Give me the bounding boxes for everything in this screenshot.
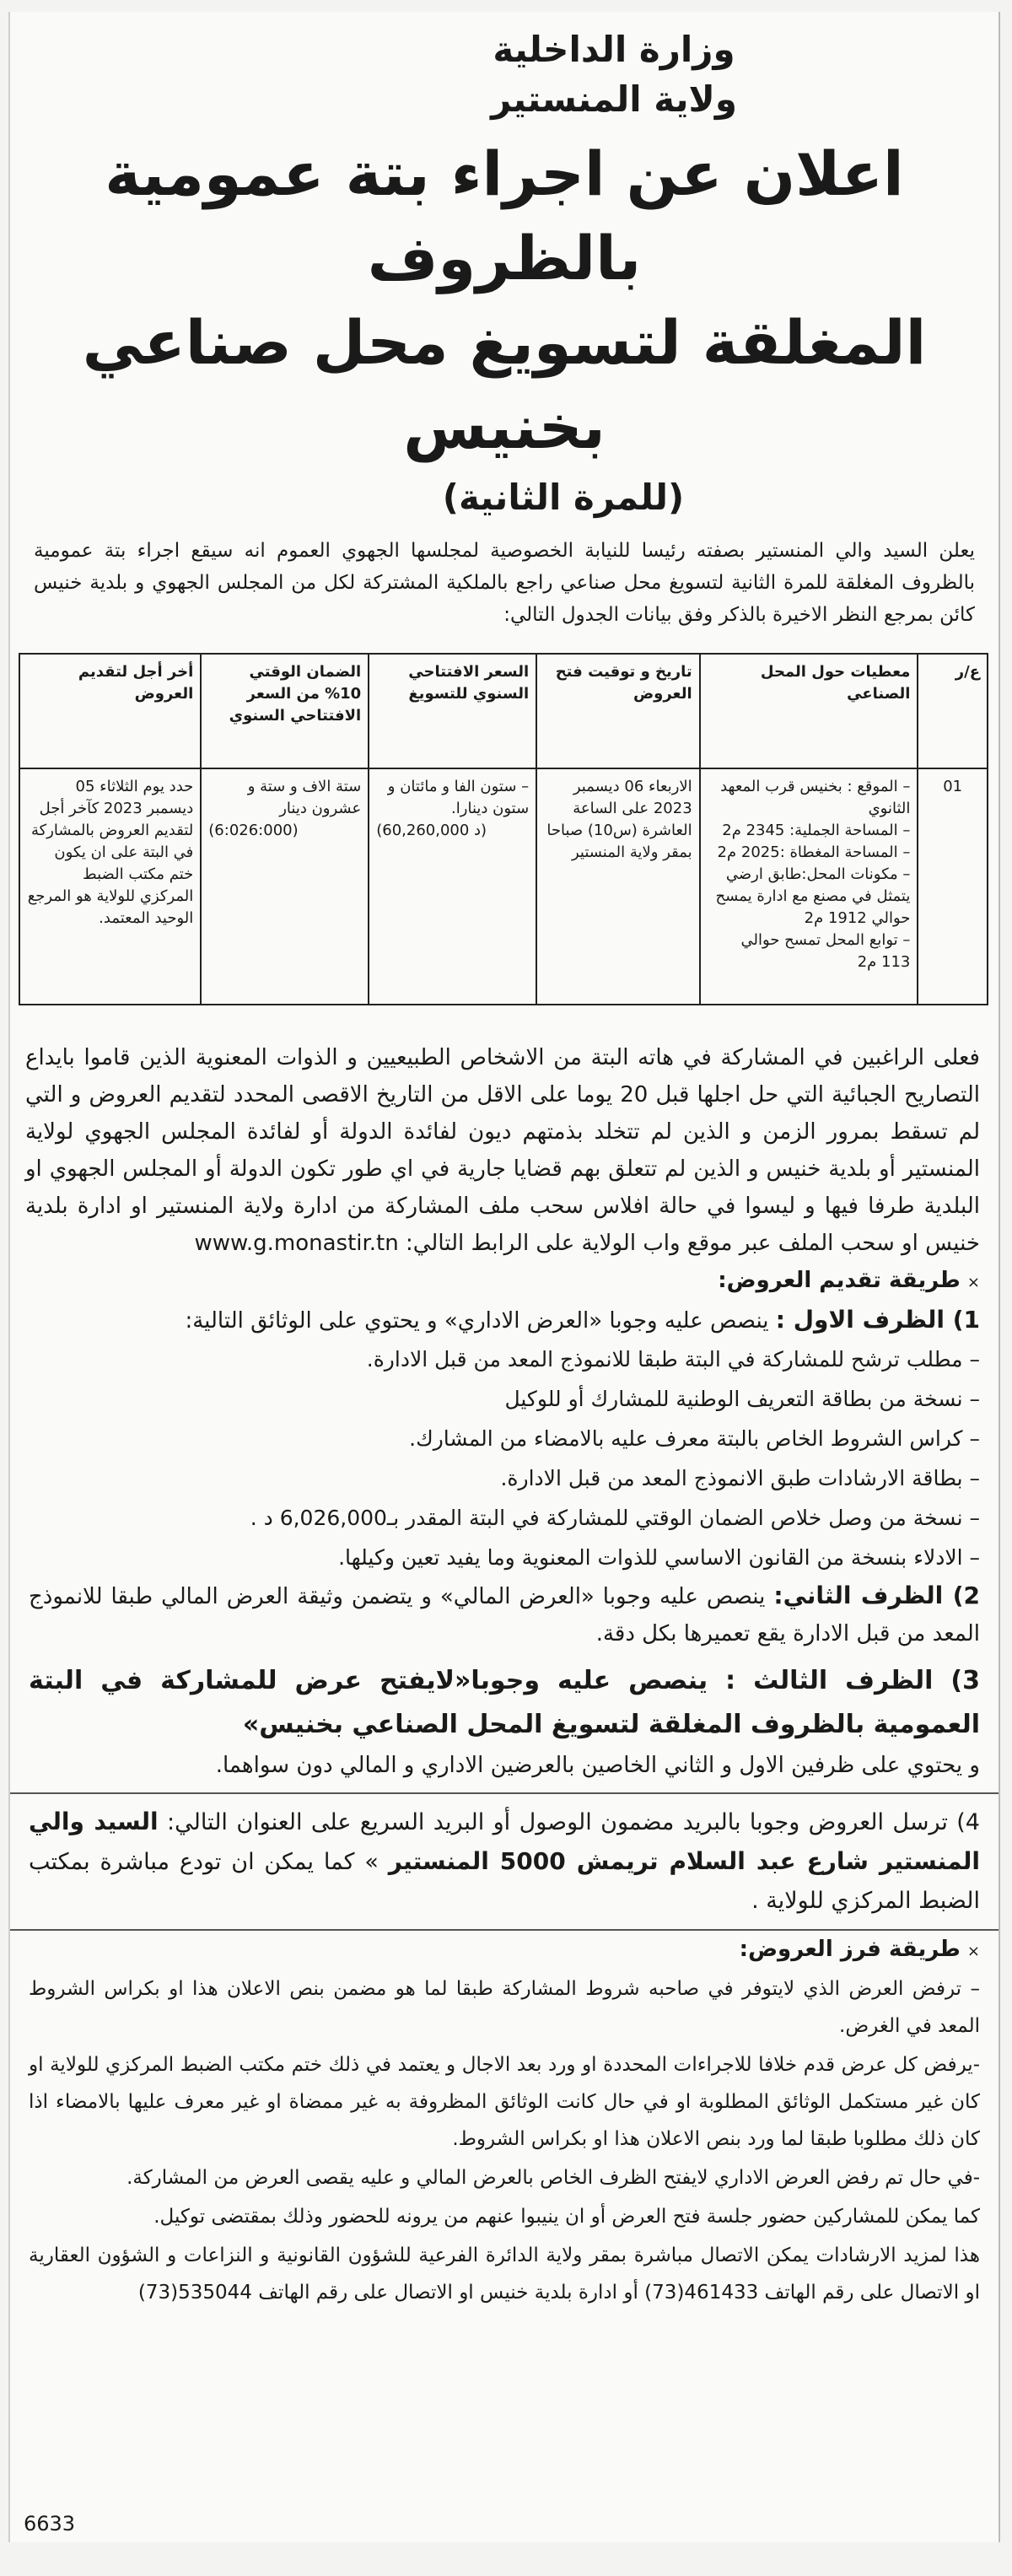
cell-number: 01	[918, 768, 988, 1005]
header-number: ع/ر	[918, 654, 988, 768]
delivery-end: » كما يمكن ان تودع مباشرة بمكتب الضبط المركزي للولاية .	[29, 1849, 980, 1914]
price-words: – ستون الفا و مائتان و ستون دينارا.	[387, 778, 530, 817]
list-item: – مطلب ترشح للمشاركة في البتة طبقا للانموذج المعد من قبل الادارة.	[366, 1347, 980, 1372]
info-total-area: – المساحة الجملية: 2345 م2	[722, 822, 911, 839]
guarantee-number: (6:026:000)	[208, 822, 299, 839]
envelope-3	[10, 1652, 999, 1747]
header-guarantee: الضمان الوقتي 10% من السعر الافتتاحي السنوي	[201, 654, 369, 768]
header-opening-price: السعر الافتتاحي السنوي للتسويغ	[369, 654, 536, 768]
delivery-text: 4) ترسل العروض وجوبا بالبريد مضمون الوصول أو البريد السريع على العنوان التالي:	[167, 1809, 980, 1835]
announcement-title-line1: اعلان عن اجراء بتة عمومية بالظروف	[105, 138, 904, 294]
intro-paragraph: يعلن السيد والي المنستير بصفته رئيسا للنيابة الخصوصية لمجلسها الجهوي العموم انه سيقع اجراء بتة عمومية بالظروف المغلقة للمرة الثانية لتسويغ محل صناعي راجع بالملكية المشتركة لكل من المجلس الجهوي و بلدية خنيس كائن بمرجع النظر الاخيرة بالذكر وفق بيانات الجدول التالي:	[34, 540, 975, 626]
announcement-title-line2: المغلقة لتسويغ محل صناعي بخنيس	[82, 307, 927, 462]
bullet-icon: ×	[966, 1274, 980, 1291]
tender-table	[19, 653, 988, 1005]
sorting-heading	[10, 1931, 999, 1970]
announcement-subtitle: (للمرة الثانية)	[442, 477, 685, 518]
list-item: – الادلاء بنسخة من القانون الاساسي للذوات المعنوية وما يفيد تعين وكيلها.	[338, 1545, 980, 1570]
footer-number: 6633	[24, 2512, 76, 2536]
eligibility-paragraph	[10, 1005, 999, 1262]
info-components: – مكونات المحل:طابق ارضي يتمثل في مصنع مع ادارة يمسح حوالي 1912 م2	[715, 865, 911, 927]
ministry-name: وزارة الداخلية	[493, 29, 735, 70]
envelope-1	[10, 1301, 999, 1339]
list-item: – كراس الشروط الخاص بالبتة معرف عليه بالامضاء من المشارك.	[409, 1426, 980, 1451]
envelope-2	[10, 1577, 999, 1652]
rule-paragraph: -يرفض كل عرض قدم خلافا للاجراءات المحددة او ورد بعد الاجال و يعتمد في ذلك ختم مكتب الضبط المركزي للولاية او كان غير مستكمل الوثائق المطلوبة او في حال كانت الوثائق المظروفة به غير ممضاة او غير معرف عليها بالامضاء اذا كان ذلك مطلوبا طبقا لما ورد بنص الاعلان هذا او بكراس الشروط.	[29, 2054, 980, 2150]
info-annexes: – توابع المحل تمسح حوالي 113 م2	[740, 931, 911, 971]
delivery-paragraph	[10, 1794, 999, 1921]
header-opening-date: تاريخ و توقيت فتح العروض	[536, 654, 700, 768]
table-row	[19, 768, 988, 1005]
envelope-2-label: 2) الظرف الثاني:	[773, 1582, 981, 1609]
website-link[interactable]: www.g.monastir.tn	[194, 1231, 399, 1256]
list-item: – نسخة من وصل خلاص الضمان الوقتي للمشاركة في البتة المقدر بـ6,026,000 د .	[250, 1506, 980, 1530]
cell-deadline: حدد يوم الثلاثاء 05 ديسمبر 2023 كآخر أجل لتقديم العروض بالمشاركة في البتة على ان يكون ختم مكتب الضبط المركزي للولاية هو المرجع الوحيد المعتمد.	[19, 768, 201, 1005]
guarantee-words: ستة الاف و ستة و عشرون دينار	[247, 778, 362, 817]
header	[10, 12, 999, 523]
governorate-name: ولاية المنستير	[491, 78, 737, 120]
sorting-rules	[10, 1970, 999, 2311]
price-number: (60,260,000 د)	[376, 822, 487, 839]
list-item: – بطاقة الارشادات طبق الانموذج المعد من قبل الادارة.	[500, 1466, 980, 1490]
envelope-3-rest: و يحتوي على ظرفين الاول و الثاني الخاصين بالعرضين الاداري و المالي دون سواهما.	[215, 1753, 980, 1778]
envelope-1-text: ينصص عليه وجوبا «العرض الاداري» و يحتوي على الوثائق التالية:	[185, 1308, 769, 1334]
rule-paragraph: كما يمكن للمشاركين حضور جلسة فتح العرض أو ان ينيبوا عنهم من يرونه للحضور وذلك بمقتضى توكيل.	[153, 2206, 980, 2228]
rule-paragraph: – ترفض العرض الذي لايتوفر في صاحبه شروط المشاركة طبقا لما هو مضمن بنص الاعلان هذا او بكراس الشروط المعد في الغرض.	[29, 1978, 980, 2037]
rule-paragraph: -في حال تم رفض العرض الاداري لايفتح الظرف الخاص بالعرض المالي و عليه يقصى العرض من المشاركة.	[126, 2167, 980, 2189]
eligibility-text: فعلى الراغبين في المشاركة في هاته البتة من الاشخاص الطبيعيين و الذوات المعنوية الذين قاموا بايداع التصاريح الجبائية التي حل اجلها قبل 20 يوما على الاقل من التاريخ الاقصى المحدد لتقديم العروض و التي لم تسقط بمرور الزمن و الذين لم تتخلد بذمتهم ديون لفائدة الدولة أو لفائدة المجلس الجهوي لولاية المنستير أو بلدية خنيس و الذين لم تتعلق بهم قضايا جارية في اي طور تكون الدولة أو المجلس الجهوي او البلدية طرفا فيها و ليسوا في حالة افلاس سحب ملف المشاركة من ادارة ولاية المنستير او ادارة بلدية خنيس او سحب الملف عبر موقع واب الولاية على الرابط التالي:	[25, 1045, 980, 1256]
bullet-icon: ×	[966, 1943, 980, 1960]
header-premises-info: معطيات حول المحل الصناعي	[700, 654, 918, 768]
envelope-2-text: ينصص عليه وجوبا «العرض المالي» و يتضمن وثيقة العرض المالي طبقا للانموذج المعد من قبل الادارة يقع تعميرها بكل دقة.	[29, 1584, 980, 1646]
envelope-1-label: 1) الظرف الاول :	[775, 1306, 980, 1334]
envelope-3-label: 3) الظرف الثالث :	[725, 1666, 980, 1695]
cell-guarantee	[201, 768, 369, 1005]
delivery-address: السيد والي المنستير شارع عبد السلام تريمش 5000 المنستير	[29, 1808, 980, 1875]
header-deadline: أخر أجل لتقديم العروض	[19, 654, 201, 768]
cell-opening-date: الاربعاء 06 ديسمبر 2023 على الساعة العاشرة (س10) صباحا بمقر ولاية المنستير	[536, 768, 700, 1005]
cell-opening-price	[369, 768, 536, 1005]
list-item: – نسخة من بطاقة التعريف الوطنية للمشارك أو للوكيل	[504, 1387, 980, 1411]
info-covered-area: – المساحة المغطاة :2025 م2	[717, 843, 911, 861]
table-header-row	[19, 654, 988, 768]
required-documents-list	[10, 1339, 999, 1577]
contact-paragraph: هذا لمزيد الارشادات يمكن الاتصال مباشرة بمقر ولاية الدائرة الفرعية للشؤون القانونية و النزاعات و الشؤون العقارية او الاتصال على رقم الهاتف 461433(73) أو ادارة بلدية خنيس او الاتصال على رقم الهاتف 535044(73)	[29, 2245, 980, 2304]
cell-premises-info	[700, 768, 918, 1005]
submission-heading	[10, 1262, 999, 1301]
announcement-page	[8, 12, 1000, 2542]
sorting-heading-text: طريقة فرز العروض:	[739, 1937, 961, 1962]
submission-heading-text: طريقة تقديم العروض:	[718, 1268, 961, 1293]
envelope-3-text: ينصص عليه وجوبا«لايفتح عرض للمشاركة في البتة العمومية بالظروف المغلقة لتسويغ المحل الصناعي بخنيس»	[29, 1666, 980, 1739]
info-location: – الموقع : بخنيس قرب المعهد الثانوي	[720, 778, 911, 817]
